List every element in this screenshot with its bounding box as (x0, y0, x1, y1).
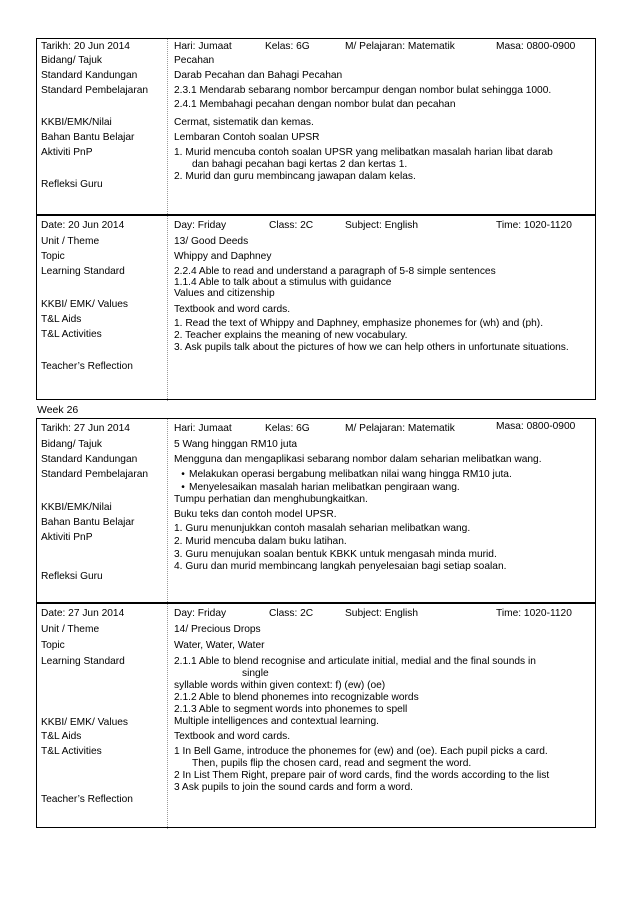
value-standard-1: 2.1.1 Able to blend recognise and articulate initial, medial and the final sounds in (174, 656, 536, 667)
value-kandungan: Darab Pecahan dan Bahagi Pecahan (174, 70, 343, 81)
label-tajuk: Bidang/ Tajuk (41, 55, 102, 66)
value-standard-1c: syllable words within given context: f) (ew) (oe) (174, 680, 386, 691)
label-theme: Unit / Theme (41, 624, 100, 635)
header-date: Date: 20 Jun 2014 (41, 220, 125, 231)
lesson-block-english-27jun (36, 603, 596, 828)
value-activity-3: 3 Ask pupils to join the sound cards and form a word. (174, 782, 413, 793)
label-standard: Learning Standard (41, 266, 125, 277)
label-nilai: KKBI/EMK/Nilai (41, 502, 112, 513)
header-time: Time: 1020-1120 (496, 220, 572, 231)
value-pembelajaran-1: 2.3.1 Mendarab sebarang nombor bercampur dengan nombor bulat sehingga 1000. (174, 85, 552, 96)
value-standard-1b: single (242, 668, 269, 679)
column-divider (167, 419, 168, 604)
header-class: Kelas: 6G (265, 41, 310, 52)
label-refleksi: Refleksi Guru (41, 179, 103, 190)
column-divider (167, 216, 168, 401)
label-refleksi: Refleksi Guru (41, 571, 103, 582)
value-kandungan: Mengguna dan mengaplikasi sebarang nombor dalam seharian melibatkan wang. (174, 454, 542, 465)
value-aktiviti-1: 1. Guru menunjukkan contoh masalah seharian melibatkan wang. (174, 523, 471, 534)
label-values: KKBI/ EMK/ Values (41, 299, 129, 310)
value-tajuk: 5 Wang hinggan RM10 juta (174, 439, 298, 450)
label-topic: Topic (41, 640, 65, 651)
label-values: KKBI/ EMK/ Values (41, 717, 129, 728)
value-activity-2: 2 In List Them Right, prepare pair of word cards, find the words according to the list (174, 770, 550, 781)
value-standard-2: 1.1.4 Able to talk about a stimulus with guidance (174, 277, 392, 288)
value-standard-1: 2.2.4 Able to read and understand a paragraph of 5-8 simple sentences (174, 266, 496, 277)
header-date: Date: 27 Jun 2014 (41, 608, 125, 619)
value-pembelajaran-1: • Melakukan operasi bergabung melibatkan nilai wang hingga RM10 juta. (177, 469, 512, 481)
value-activity-2: 2. Teacher explains the meaning of new vocabulary. (174, 330, 408, 341)
label-reflection: Teacher’s Reflection (41, 794, 133, 805)
header-day: Day: Friday (174, 220, 227, 231)
label-aktiviti: Aktiviti PnP (41, 532, 93, 543)
label-bahan: Bahan Bantu Belajar (41, 517, 135, 528)
value-nilai: Cermat, sistematik dan kemas. (174, 117, 314, 128)
label-bahan: Bahan Bantu Belajar (41, 132, 135, 143)
value-aids: Textbook and word cards. (174, 731, 291, 742)
label-pembelajaran: Standard Pembelajaran (41, 469, 149, 480)
header-date: Tarikh: 20 Jun 2014 (41, 41, 130, 52)
label-kandungan: Standard Kandungan (41, 70, 138, 81)
header-class: Class: 2C (269, 608, 314, 619)
label-aids: T&L Aids (41, 314, 82, 325)
header-time: Time: 1020-1120 (496, 608, 572, 619)
value-theme: 13/ Good Deeds (174, 236, 249, 247)
value-aktiviti-2: 2. Murid dan guru membincang jawapan dalam kelas. (174, 171, 416, 182)
label-standard: Learning Standard (41, 656, 125, 667)
label-kandungan: Standard Kandungan (41, 454, 138, 465)
label-theme: Unit / Theme (41, 236, 100, 247)
value-bahan: Lembaran Contoh soalan UPSR (174, 132, 320, 143)
value-theme: 14/ Precious Drops (174, 624, 261, 635)
header-subject: Subject: English (345, 608, 419, 619)
value-aktiviti-1b: dan bahagi pecahan bagi kertas 2 dan kertas 1. (192, 159, 408, 170)
value-standard-3: 2.1.3 Able to segment words into phonemes to spell (174, 704, 408, 715)
column-divider (167, 604, 168, 829)
value-topic: Whippy and Daphney (174, 251, 272, 262)
header-time: Masa: 0800-0900 (496, 421, 576, 432)
value-aktiviti-4: 4. Guru dan murid membincang langkah penyelesaian bagi setiap soalan. (174, 561, 507, 572)
label-tajuk: Bidang/ Tajuk (41, 439, 102, 450)
lesson-block-english-20jun (36, 215, 596, 400)
value-nilai: Tumpu perhatian dan menghubungkaitkan. (174, 494, 368, 505)
header-day: Day: Friday (174, 608, 227, 619)
lesson-block-math-27jun (36, 418, 596, 603)
value-values: Multiple intelligences and contextual learning. (174, 716, 380, 727)
header-subject: M/ Pelajaran: Matematik (345, 41, 455, 52)
value-aktiviti-2: 2. Murid mencuba dalam buku latihan. (174, 536, 347, 547)
value-pembelajaran-2: • Menyelesaikan masalah harian melibatkan pengiraan wang. (177, 482, 460, 494)
header-subject: M/ Pelajaran: Matematik (345, 423, 455, 434)
header-day: Hari: Jumaat (174, 41, 232, 52)
header-day: Hari: Jumaat (174, 423, 232, 434)
value-activity-3: 3. Ask pupils talk about the pictures of how we can help others in unfortunate situations. (174, 342, 569, 353)
label-activities: T&L Activities (41, 329, 102, 340)
lesson-block-math-20jun (36, 38, 596, 215)
value-standard-2: 2.1.2 Able to blend phonemes into recognizable words (174, 692, 419, 703)
value-activity-1b: Then, pupils flip the chosen card, read and segment the word. (192, 758, 472, 769)
label-reflection: Teacher’s Reflection (41, 361, 133, 372)
label-activities: T&L Activities (41, 746, 102, 757)
label-topic: Topic (41, 251, 65, 262)
value-activity-1: 1 In Bell Game, introduce the phonemes for (ew) and (oe). Each pupil picks a card. (174, 746, 548, 757)
label-pembelajaran: Standard Pembelajaran (41, 85, 149, 96)
value-tajuk: Pecahan (174, 55, 215, 66)
value-aktiviti-3: 3. Guru menujukan soalan bentuk KBKK untuk mengasah minda murid. (174, 549, 497, 560)
header-subject: Subject: English (345, 220, 419, 231)
header-class: Kelas: 6G (265, 423, 310, 434)
header-time: Masa: 0800-0900 (496, 41, 576, 52)
value-pembelajaran-2: 2.4.1 Membahagi pecahan dengan nombor bulat dan pecahan (174, 99, 456, 110)
value-aids: Textbook and word cards. (174, 304, 291, 315)
week-label: Week 26 (37, 404, 79, 416)
label-nilai: KKBI/EMK/Nilai (41, 117, 112, 128)
header-date: Tarikh: 27 Jun 2014 (41, 423, 130, 434)
value-aktiviti-1: 1. Murid mencuba contoh soalan UPSR yang melibatkan masalah harian libat darab (174, 147, 553, 158)
header-class: Class: 2C (269, 220, 314, 231)
value-bahan: Buku teks dan contoh model UPSR. (174, 509, 337, 520)
label-aktiviti: Aktiviti PnP (41, 147, 93, 158)
value-topic: Water, Water, Water (174, 640, 265, 651)
value-activity-1: 1. Read the text of Whippy and Daphney, emphasize phonemes for (wh) and (ph). (174, 318, 544, 329)
value-values: Values and citizenship (174, 288, 275, 299)
column-divider (167, 39, 168, 216)
label-aids: T&L Aids (41, 731, 82, 742)
